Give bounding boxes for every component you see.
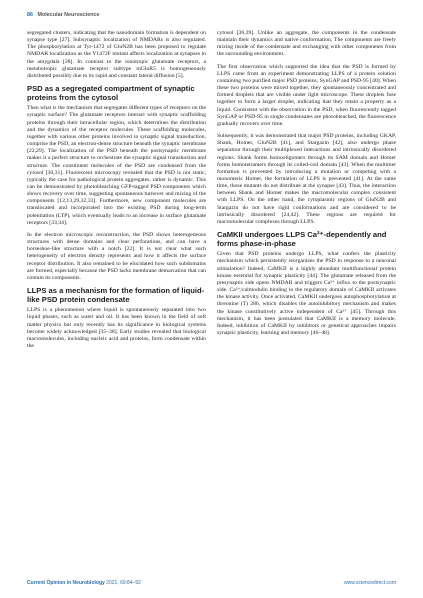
footer-url[interactable]: www.sciencedirect.com xyxy=(344,580,396,586)
page-number: 86 xyxy=(27,12,33,18)
journal-section: Molecular Neuroscience xyxy=(37,12,100,18)
section-heading: PSD as a segregated compartment of synaptic proteins from the cytosol xyxy=(27,84,195,102)
section-heading: CaMKII undergoes LLPS Ca²⁺-dependently and forms phase-in-phase xyxy=(217,230,387,248)
journal-citation xyxy=(27,580,141,586)
paragraph: In the electron microscopic reconstruction, the PSD shows heterogeneous structures with dense domains and clear perforations, and can have a horseshoe-like structure with a notch [22]. It is not clear what such heterogeneity of electron density represents and how it affects the surface receptor distribution. It also remained to be elucidated how such subdomains are formed, especially because the PSD lacks membrane demarcation that can contain its components. xyxy=(27,231,206,281)
paragraph: cytosol [36,39]. Unlike an aggregate, the components in the condensate maintain their dynamics and native conformation. The components are freely mixing inside of the condensate and exchanging with other components from the surrounding environment. xyxy=(217,30,396,58)
paragraph: LLPS is a phenomenon where liquid is spontaneously separated into two liquid phases, such as water and oil. It has been known in the field of soft matter physics but only recently has its significance in biological systems become widely acknowledged [35–38]. Early studies revealed that biological macromolecules, including nucleic acid and proteins, form condensate within the xyxy=(27,307,206,349)
paragraph: The first observation which supported the idea that the PSD is formed by LLPS came from an experiment demonstrating LLPS of a protein solution containing two purified major PSD proteins, SynGAP and PSD-95 [40]. When these two proteins were mixed together, they spontaneously concentrated and formed droplets that are visible under light microscope. These droplets fuse together to form a larger droplet, indicating that they retain a property as a liquid. Consistent with the observation in the PSD, when fluorescently tagged SynGAP or PSD-95 in single condensates are photobleached, the fluorescence gradually recovers over time. xyxy=(217,63,396,127)
running-header xyxy=(27,12,100,18)
paragraph: Given that PSD proteins undergo LLPS, what confers the plasticity mechanism which persistently reorganizes the PSD in response to a neuronal stimulation? Indeed, CaMKII is a highly abundant multifunctional protein kinase essential for synaptic plasticity [44]. The glutamate released from the presynaptic side opens NMDAR and triggers Ca²⁺ influx to the postsynaptic side. Ca²⁺/calmodulin binding to the regulatory domain of CaMKII activates the kinase activity. Once activated, CaMKII undergoes autophosphorylation at threonine (T) 286, which disables the autoinhibitory mechanism and makes the kinase constitutively active independent of Ca²⁺ [45]. Through this mechanism, it has been postulated that CaMKII is a memory molecule. Indeed, inhibition of CaMKII by inhibitors or genetical approaches impairs synaptic plasticity, learning and memory [46–48]. xyxy=(217,251,396,336)
citation: 2021, 69:84–92 xyxy=(106,580,141,586)
paragraph: Subsequently, it was demonstrated that major PSD proteins, including GKAP, Shank, Homer, GluN2B [41], and Stargazin [42], also undergo phase separation through their multiplexed interactions and intrinsically disordered regions. Shank forms homooligomers through its SAM domain and Homer forms homotetramers through its coiled-coil domain [43]. When the multimer formation is prevented by introducing a mutation or competing with a monomeric Homer, the formation of LLPS is prevented [41]. At the same time, those mutants do not distribute at the synapse [43]. Thus, the interaction between Shank and Homer makes the macromolecular complex consistent with LLPS. On the other hand, the cytoplasmic regions of GluN2B and Stargazin do not have rigid conformations and are considered to be intrinsically disordered [24,42]. These regions are required for macromolecular complexes through LLPS. xyxy=(217,133,396,225)
journal-name: Current Opinion in Neurobiology xyxy=(27,580,105,586)
page-footer xyxy=(27,580,396,586)
left-column xyxy=(27,30,206,355)
right-column xyxy=(217,30,396,342)
paragraph: segregated clusters, indicating that the nanodomain formation is dependent on synapse type [27]. Subsynaptic localization of NMDARs is also regulated. The phosphorylation at Tyr-1472 of GluN2B has been proposed to regulate NMDAR localization as the Y1472F mutant affects localization at synapses in the amygdala [28]. In contrast to the ionotropic glutamate receptors, a metabotropic glutamate receptor subtype mGluR5 is homogeneously distributed possibly due to its rapid and constant lateral diffusion [5]. xyxy=(27,30,206,79)
section-heading: LLPS as a mechanism for the formation of liquid-like PSD protein condensate xyxy=(27,286,205,304)
paragraph: Then what is the mechanism that segregates different types of receptors on the synaptic surface? The glutamate receptors interact with synaptic scaffolding proteins through their intracellular region, which determines the distribution and the dynamics of the receptor molecules. These scaffolding molecules, together with various other proteins involved in synaptic signal transduction, comprise the PSD, an electron-dense structure beneath the synaptic membrane [22,29]. The localization of the PSD beneath the postsynaptic membrane makes it a perfect structure to orchestrate the synaptic signal transduction and structure. The constituent molecules of the PSD are condensed from the cytosol [30,31]. Fluorescent microscopy revealed that the PSD is not static, typically the case for pathological protein aggregates, rather is dynamic. This can be demonstrated by photobleaching GFP-tagged PSD components which shows recovery over time, suggesting spontaneous turnover and mixing of the components [12,13,29,32,33]. Furthermore, new component molecules are translocated and incorporated into the existing PSD during long-term potentiation (LTP), which eventually leads to an increase in surface glutamate receptors [33,34]. xyxy=(27,105,206,226)
